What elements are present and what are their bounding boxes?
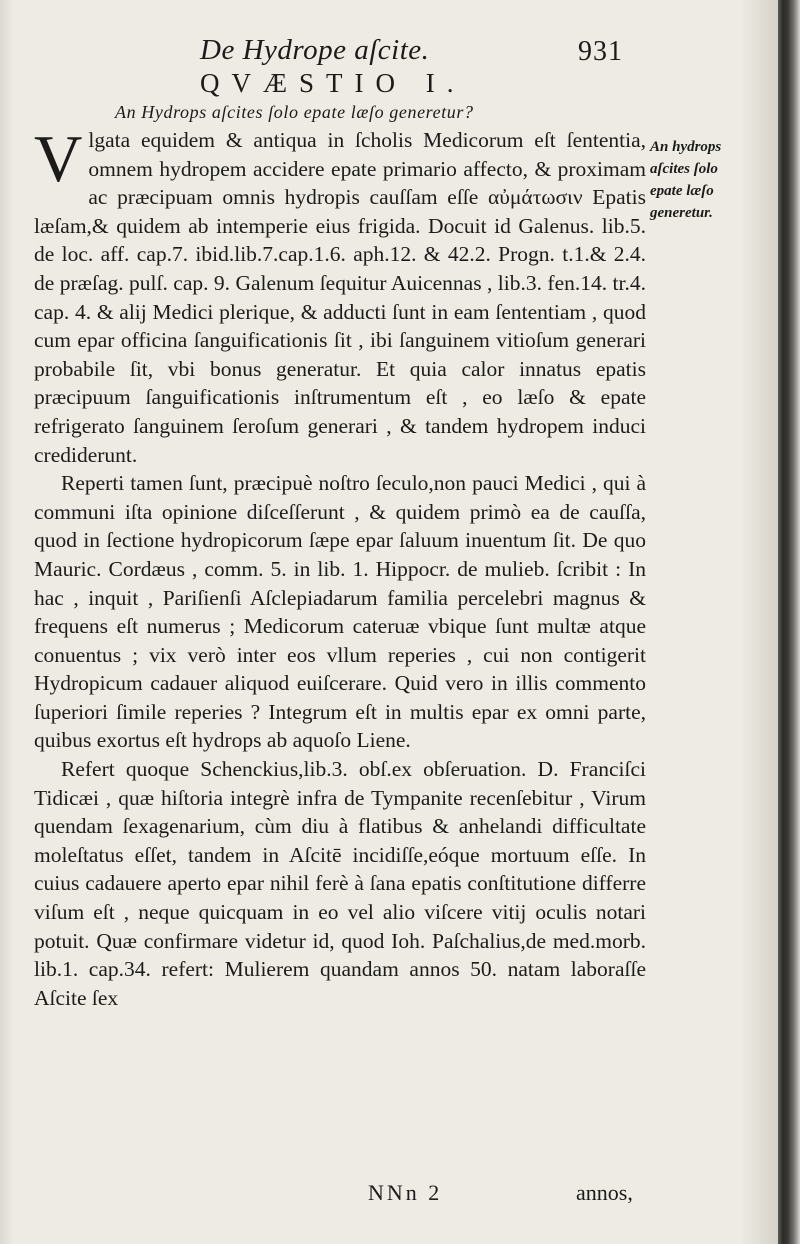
paragraph-3: Refert quoque Schenckius,lib.3. obſ.ex obſeruation. D. Franciſci Tidicæi , quæ hiſtoria integrè infra de Tympanite recenſebitur , Virum quendam ſexagenarium, cùm diu à flatibus & anhelandi difficultate moleſtatus eſſet, tandem in Aſcitē incidiſſe,eóque mortuum eſſe. In cuius cadauere aperto epar nihil ferè à ſana epatis conſtitutione differre viſum eſt , neque quicquam in eo vel alio viſcere vitij oculis notari potuit. Quæ confirmare videtur id, quod Ioh. Paſchalius,de med.morb. lib.1. cap.34. refert: Mulierem quandam annos 50. natam laboraſſe Aſcite ſex — [34, 757, 646, 1010]
running-head — [0, 30, 778, 70]
page-footer — [0, 1176, 778, 1216]
page-number: 931 — [578, 36, 623, 67]
marginal-note: An hydrops aſcites ſolo epate læſo generetur. — [650, 139, 722, 221]
paragraph-1 — [34, 122, 646, 469]
question-heading: QVÆSTIO I. — [200, 68, 466, 98]
question-subtitle: An Hydrops aſcites ſolo epate læſo generetur? — [115, 102, 474, 122]
paragraph-1-text: lgata equidem & antiqua in ſcholis Medicorum eſt ſententia, omnem hydropem accidere epate primario affecto, & proximam ac præcipuam omnis hydropis cauſſam eſſe αὐμάτωσιν Epatis læſam,& quidem ab intemperie eius frigida. Docuit id Galenus. lib.5. de loc. aff. cap.7. ibid.lib.7.cap.1.6. aph.12. & 42.2. Progn. t.1.& 2.4. de præſag. pulſ. cap. 9. Galenum ſequitur Auicennas , lib.3. fen.14. tr.4. cap. 4. & alij Medici plerique, & adducti ſunt in eam ſententiam , quod cum epar officina ſanguificationis ſit , ibi ſanguinem vitioſum generari probabile ſit, vbi bonus generatur. Et quia calor innatus epatis præcipuum ſanguificationis inſtrumentum eſt , eo læſo & epate refrigerato ſanguinem ſeroſum generari , & tandem hydropem induci crediderunt. — [34, 128, 646, 467]
book-binding-edge — [778, 0, 800, 1244]
running-head-title: De Hydrope aſcite. — [200, 34, 430, 66]
body-text — [34, 122, 646, 1012]
paragraph-2: Reperti tamen ſunt, præcipuè noſtro ſeculo,non pauci Medici , qui à communi iſta opinione diſceſſerunt , & quidem primò ea de cauſſa, quod in ſectione hydropicorum ſæpe epar ſaluum inuentum ſit. De quo Mauric. Cordæus , comm. 5. in lib. 1. Hippocr. de mulieb. ſcribit : In hac , inquit , Pariſienſi Aſclepiadarum familia percelebri magnus & frequens eſt numerus ; Medicorum cateruæ vbique ſunt multæ atque conuentus ; vix verò inter eos vllum reperies , cui non contigerit Hydropicum cadauer aliquod euiſcerare. Quid vero in illis commento ſuperiori ſimile reperies ? Integrum eſt in multis epar ex omni parte, quibus exortus eſt hydrops ab aquoſo Liene. — [34, 471, 646, 753]
drop-cap: V — [34, 122, 83, 196]
catchword: annos, — [576, 1180, 633, 1205]
signature-mark: NNn 2 — [368, 1180, 443, 1205]
